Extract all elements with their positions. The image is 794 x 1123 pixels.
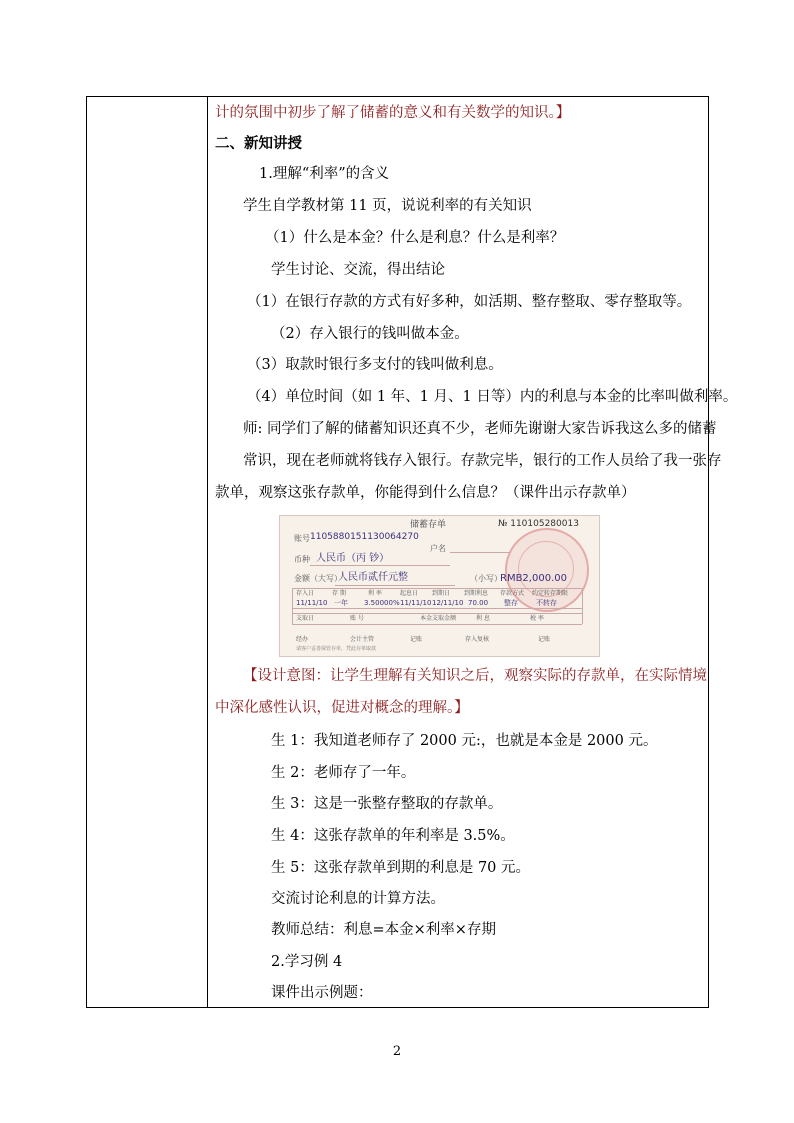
subsection-heading: 2.学习例 4 [271, 954, 343, 970]
slip-value: 3.50000% [364, 599, 400, 607]
deposit-slip-image [279, 515, 600, 657]
formula-line: 教师总结：利息=本金×利率×存期 [271, 922, 496, 938]
slip-value: 11/11/10 [400, 599, 432, 607]
text-line: （3）取款时银行多支付的钱叫做利息。 [247, 357, 503, 373]
slip-header: 存 期 [332, 590, 346, 597]
text-line: 款单，观察这张存款单，你能得到什么信息？（课件出示存款单） [215, 485, 636, 501]
text-line: 常识，现在老师就将钱存入银行。存款完毕，银行的工作人员给了我一张存 [243, 453, 722, 469]
slip-value: 11/11/10 [296, 599, 328, 607]
slip-header: 约定转存期限 [532, 590, 569, 597]
slip-title: 储蓄存单 [410, 520, 447, 530]
slip-header: 存款方式 [500, 590, 525, 597]
table-column-divider [207, 97, 208, 1007]
slip-row2: 支取日 [296, 615, 315, 622]
slip-amount-label: 金额（大写） [294, 574, 342, 583]
student-answer: 生 3：这是一张整存整取的存款单。 [271, 796, 503, 812]
text-line: 交流讨论利息的计算方法。 [271, 891, 445, 907]
slip-row2: 税 率 [530, 615, 544, 622]
slip-amount-number: RMB2,000.00 [500, 573, 567, 584]
slip-row2: 利 息 [476, 615, 490, 622]
page-number: 2 [392, 1044, 402, 1059]
slip-footer: 记账 [538, 636, 551, 643]
text-line: （1）在银行存款的方式有好多种，如活期、整存整取、零存整取等。 [247, 294, 692, 310]
slip-currency: 人民币（丙 钞） [316, 553, 390, 564]
slip-footer: 经办 [296, 636, 309, 643]
student-answer: 生 1：我知道老师存了 2000 元:，也就是本金是 2000 元。 [271, 733, 658, 749]
slip-number: № 110105280013 [498, 519, 579, 529]
slip-header: 起息日 [400, 590, 419, 597]
section-heading: 二、新知讲授 [215, 135, 302, 152]
subsection-heading: 1.理解“利率”的含义 [259, 166, 390, 182]
slip-row2: 账 号 [350, 615, 364, 622]
text-line: （4）单位时间（如 1 年、1 月、1 日等）内的利息与本金的比率叫做利率。 [247, 389, 738, 405]
slip-header: 到期日 [432, 590, 451, 597]
slip-footer: 会计主管 [350, 636, 375, 643]
slip-note: 请客户妥善保管存单，凭此存单取款 [296, 646, 377, 652]
slip-currency-label: 币种 [294, 555, 310, 564]
slip-name-label: 户名 [430, 544, 446, 553]
text-line: （1）什么是本金？什么是利息？什么是利率？ [265, 230, 565, 246]
slip-amount-small-label: （小写） [470, 574, 502, 583]
student-answer: 生 4：这张存款单的年利率是 3.5%。 [271, 828, 515, 844]
text-line: 课件出示例题： [271, 985, 373, 1001]
slip-header: 存入日 [296, 590, 315, 597]
slip-account: 1105880151130064270 [310, 532, 419, 542]
text-line: 学生自学教材第 11 页，说说利率的有关知识 [243, 198, 532, 214]
design-intent-line: 【设计意图：让学生理解有关知识之后，观察实际的存款单，在实际情境 [243, 668, 707, 684]
student-answer: 生 2：老师存了一年。 [271, 765, 416, 781]
slip-amount-words: 人民币贰仟元整 [338, 572, 408, 583]
slip-footer: 记账 [410, 636, 423, 643]
slip-footer: 存入复核 [465, 636, 490, 643]
slip-value: 一年 [334, 599, 348, 607]
slip-value: 70.00 [468, 599, 489, 607]
slip-account-label: 账号 [294, 534, 310, 543]
slip-value: 12/11/10 [432, 599, 464, 607]
student-answer: 生 5：这张存款单到期的利息是 70 元。 [271, 860, 531, 876]
text-line: （2）存入银行的钱叫做本金。 [271, 326, 469, 342]
text-line: 计的氛围中初步了解了储蓄的意义和有关数学的知识。】 [215, 105, 571, 121]
slip-row2: 本金支取金额 [420, 615, 457, 622]
slip-header: 到期利息 [464, 590, 489, 597]
design-intent-line: 中深化感性认识，促进对概念的理解。】 [215, 700, 469, 716]
text-line: 学生讨论、交流，得出结论 [271, 262, 445, 278]
slip-header: 利 率 [368, 590, 382, 597]
slip-value: 不转存 [536, 599, 557, 607]
text-line: 师: 同学们了解的储蓄知识还真不少，老师先谢谢大家告诉我这么多的储蓄 [243, 421, 717, 437]
slip-value: 整存 [504, 599, 518, 607]
